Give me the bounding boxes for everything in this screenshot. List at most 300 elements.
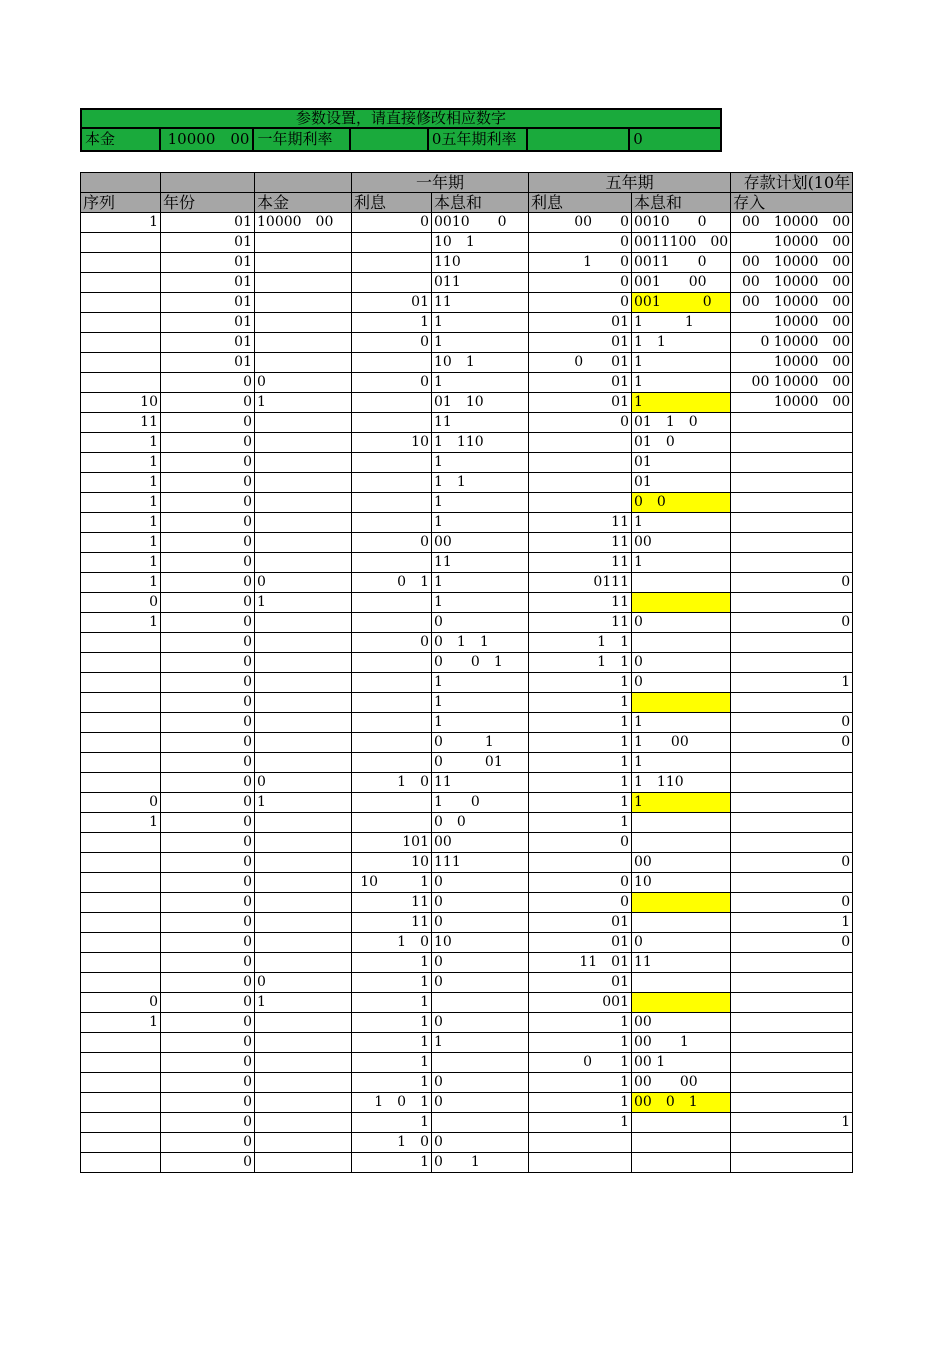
deposit-cell[interactable] xyxy=(731,813,853,833)
deposit-cell[interactable] xyxy=(731,593,853,613)
seq-cell[interactable] xyxy=(81,253,161,273)
total-5y-cell[interactable]: 1 xyxy=(632,513,731,533)
seq-cell[interactable] xyxy=(81,733,161,753)
principal-cell[interactable] xyxy=(255,853,352,873)
total-1y-cell[interactable] xyxy=(432,993,529,1013)
principal-cell[interactable] xyxy=(255,433,352,453)
interest-1y-cell[interactable] xyxy=(352,593,432,613)
principal-cell[interactable] xyxy=(255,893,352,913)
total-1y-cell[interactable]: 1 xyxy=(432,693,529,713)
principal-cell[interactable] xyxy=(255,673,352,693)
interest-5y-cell[interactable]: 1 1 xyxy=(529,653,632,673)
interest-1y-cell[interactable]: 1 xyxy=(352,1153,432,1173)
deposit-cell[interactable] xyxy=(731,953,853,973)
total-5y-cell[interactable] xyxy=(632,693,731,713)
deposit-cell[interactable] xyxy=(731,453,853,473)
interest-5y-cell[interactable]: 01 xyxy=(529,313,632,333)
seq-cell[interactable]: 1 xyxy=(81,813,161,833)
total-5y-cell[interactable] xyxy=(632,573,731,593)
interest-1y-cell[interactable] xyxy=(352,733,432,753)
principal-cell[interactable] xyxy=(255,753,352,773)
total-5y-cell[interactable]: 1 00 xyxy=(632,733,731,753)
total-1y-cell[interactable]: 0 xyxy=(432,1093,529,1113)
interest-1y-cell[interactable] xyxy=(352,453,432,473)
year-cell[interactable]: 0 xyxy=(161,1073,255,1093)
interest-1y-cell[interactable]: 0 1 xyxy=(352,573,432,593)
principal-cell[interactable] xyxy=(255,633,352,653)
interest-1y-cell[interactable]: 0 xyxy=(352,213,432,233)
deposit-cell[interactable] xyxy=(731,653,853,673)
interest-5y-cell[interactable] xyxy=(529,473,632,493)
year-cell[interactable]: 0 xyxy=(161,1013,255,1033)
interest-5y-cell[interactable]: 1 1 xyxy=(529,633,632,653)
year-cell[interactable]: 0 xyxy=(161,853,255,873)
seq-cell[interactable] xyxy=(81,693,161,713)
extra-param-cell[interactable]: 0 xyxy=(628,129,722,152)
seq-cell[interactable] xyxy=(81,713,161,733)
interest-1y-cell[interactable]: 10 xyxy=(352,853,432,873)
interest-1y-cell[interactable]: 1 xyxy=(352,1113,432,1133)
interest-5y-cell[interactable]: 01 xyxy=(529,913,632,933)
interest-5y-cell[interactable]: 01 xyxy=(529,333,632,353)
interest-1y-cell[interactable] xyxy=(352,253,432,273)
interest-5y-cell[interactable] xyxy=(529,1153,632,1173)
interest-5y-cell[interactable]: 11 xyxy=(529,533,632,553)
interest-5y-cell[interactable]: 1 xyxy=(529,1073,632,1093)
interest-1y-cell[interactable] xyxy=(352,413,432,433)
total-5y-cell[interactable]: 0 xyxy=(632,933,731,953)
year-cell[interactable]: 0 xyxy=(161,493,255,513)
principal-cell[interactable]: 10000 00 xyxy=(255,213,352,233)
total-1y-cell[interactable]: 0 01 xyxy=(432,753,529,773)
interest-5y-cell[interactable]: 1 xyxy=(529,693,632,713)
interest-5y-cell[interactable]: 0111 xyxy=(529,573,632,593)
total-1y-cell[interactable]: 00 xyxy=(432,833,529,853)
total-5y-cell[interactable]: 0011100 00 xyxy=(632,233,731,253)
deposit-cell[interactable] xyxy=(731,1073,853,1093)
total-5y-cell[interactable]: 01 xyxy=(632,453,731,473)
total-5y-cell[interactable]: 10 xyxy=(632,873,731,893)
seq-cell[interactable] xyxy=(81,1133,161,1153)
year-cell[interactable]: 0 xyxy=(161,773,255,793)
seq-cell[interactable] xyxy=(81,1033,161,1053)
interest-1y-cell[interactable]: 1 0 1 xyxy=(352,1093,432,1113)
principal-cell[interactable] xyxy=(255,1133,352,1153)
total-1y-cell[interactable]: 1 xyxy=(432,333,529,353)
principal-cell[interactable]: 0 xyxy=(255,973,352,993)
total-1y-cell[interactable]: 1 xyxy=(432,513,529,533)
year-cell[interactable]: 0 xyxy=(161,1033,255,1053)
seq-cell[interactable]: 1 xyxy=(81,1013,161,1033)
total-5y-cell[interactable] xyxy=(632,813,731,833)
principal-cell[interactable] xyxy=(255,313,352,333)
total-5y-cell[interactable] xyxy=(632,1133,731,1153)
principal-input[interactable]: 10000 00 xyxy=(159,129,255,152)
principal-cell[interactable] xyxy=(255,613,352,633)
seq-cell[interactable]: 10 xyxy=(81,393,161,413)
deposit-cell[interactable] xyxy=(731,1033,853,1053)
principal-cell[interactable]: 1 xyxy=(255,793,352,813)
interest-1y-cell[interactable] xyxy=(352,753,432,773)
year-cell[interactable]: 01 xyxy=(161,353,255,373)
seq-cell[interactable]: 1 xyxy=(81,213,161,233)
deposit-cell[interactable] xyxy=(731,433,853,453)
principal-cell[interactable] xyxy=(255,1153,352,1173)
total-5y-cell[interactable] xyxy=(632,1113,731,1133)
interest-5y-cell[interactable]: 1 xyxy=(529,1013,632,1033)
total-1y-cell[interactable]: 0 0 xyxy=(432,813,529,833)
deposit-cell[interactable] xyxy=(731,773,853,793)
interest-5y-cell[interactable]: 001 xyxy=(529,993,632,1013)
seq-cell[interactable] xyxy=(81,233,161,253)
seq-cell[interactable] xyxy=(81,1053,161,1073)
deposit-cell[interactable]: 10000 00 xyxy=(731,313,853,333)
total-5y-cell[interactable]: 1 xyxy=(632,373,731,393)
principal-cell[interactable] xyxy=(255,713,352,733)
interest-1y-cell[interactable]: 1 xyxy=(352,973,432,993)
year-cell[interactable]: 0 xyxy=(161,973,255,993)
total-5y-cell[interactable] xyxy=(632,973,731,993)
five-year-rate-input[interactable] xyxy=(526,129,631,152)
seq-cell[interactable]: 0 xyxy=(81,793,161,813)
interest-1y-cell[interactable] xyxy=(352,233,432,253)
interest-5y-cell[interactable]: 1 xyxy=(529,753,632,773)
total-1y-cell[interactable]: 1 xyxy=(432,373,529,393)
seq-cell[interactable] xyxy=(81,973,161,993)
deposit-cell[interactable]: 0 10000 00 xyxy=(731,333,853,353)
total-5y-cell[interactable]: 00 00 xyxy=(632,1073,731,1093)
interest-1y-cell[interactable]: 01 xyxy=(352,293,432,313)
deposit-cell[interactable] xyxy=(731,1153,853,1173)
seq-cell[interactable] xyxy=(81,753,161,773)
principal-cell[interactable] xyxy=(255,953,352,973)
total-1y-cell[interactable]: 10 xyxy=(432,933,529,953)
year-cell[interactable]: 0 xyxy=(161,513,255,533)
interest-5y-cell[interactable]: 0 01 xyxy=(529,353,632,373)
interest-1y-cell[interactable]: 1 xyxy=(352,993,432,1013)
seq-cell[interactable] xyxy=(81,293,161,313)
total-1y-cell[interactable]: 0010 0 xyxy=(432,213,529,233)
deposit-cell[interactable] xyxy=(731,973,853,993)
principal-cell[interactable] xyxy=(255,1013,352,1033)
total-1y-cell[interactable]: 1 xyxy=(432,493,529,513)
total-5y-cell[interactable]: 0 0 xyxy=(632,493,731,513)
year-cell[interactable]: 0 xyxy=(161,593,255,613)
interest-5y-cell[interactable]: 11 xyxy=(529,613,632,633)
principal-cell[interactable] xyxy=(255,233,352,253)
total-1y-cell[interactable]: 0 1 xyxy=(432,1153,529,1173)
total-5y-cell[interactable]: 1 xyxy=(632,713,731,733)
deposit-cell[interactable] xyxy=(731,493,853,513)
principal-cell[interactable] xyxy=(255,513,352,533)
deposit-cell[interactable]: 10000 00 xyxy=(731,393,853,413)
principal-cell[interactable]: 1 xyxy=(255,393,352,413)
seq-cell[interactable]: 0 xyxy=(81,593,161,613)
interest-1y-cell[interactable] xyxy=(352,273,432,293)
principal-cell[interactable] xyxy=(255,333,352,353)
principal-cell[interactable] xyxy=(255,1113,352,1133)
year-cell[interactable]: 0 xyxy=(161,393,255,413)
seq-cell[interactable] xyxy=(81,1073,161,1093)
year-cell[interactable]: 0 xyxy=(161,553,255,573)
year-cell[interactable]: 0 xyxy=(161,913,255,933)
principal-cell[interactable]: 0 xyxy=(255,573,352,593)
deposit-cell[interactable] xyxy=(731,413,853,433)
interest-1y-cell[interactable]: 1 xyxy=(352,1073,432,1093)
principal-cell[interactable] xyxy=(255,253,352,273)
total-1y-cell[interactable]: 1 xyxy=(432,673,529,693)
interest-5y-cell[interactable]: 0 xyxy=(529,893,632,913)
seq-cell[interactable] xyxy=(81,953,161,973)
year-cell[interactable]: 01 xyxy=(161,313,255,333)
deposit-cell[interactable]: 1 xyxy=(731,913,853,933)
year-cell[interactable]: 0 xyxy=(161,1093,255,1113)
interest-5y-cell[interactable] xyxy=(529,1133,632,1153)
principal-cell[interactable] xyxy=(255,1053,352,1073)
year-cell[interactable]: 0 xyxy=(161,633,255,653)
principal-cell[interactable] xyxy=(255,273,352,293)
interest-1y-cell[interactable] xyxy=(352,613,432,633)
deposit-cell[interactable]: 00 10000 00 xyxy=(731,293,853,313)
principal-cell[interactable] xyxy=(255,733,352,753)
seq-cell[interactable] xyxy=(81,853,161,873)
deposit-cell[interactable] xyxy=(731,513,853,533)
interest-5y-cell[interactable]: 00 0 xyxy=(529,213,632,233)
principal-cell[interactable] xyxy=(255,913,352,933)
total-5y-cell[interactable]: 01 0 xyxy=(632,433,731,453)
total-1y-cell[interactable]: 1 1 xyxy=(432,473,529,493)
principal-cell[interactable] xyxy=(255,813,352,833)
total-1y-cell[interactable]: 0 xyxy=(432,1013,529,1033)
principal-cell[interactable]: 1 xyxy=(255,993,352,1013)
deposit-cell[interactable]: 0 xyxy=(731,893,853,913)
year-cell[interactable]: 0 xyxy=(161,473,255,493)
year-cell[interactable]: 0 xyxy=(161,1113,255,1133)
deposit-cell[interactable] xyxy=(731,693,853,713)
year-cell[interactable]: 0 xyxy=(161,753,255,773)
principal-cell[interactable] xyxy=(255,1073,352,1093)
interest-5y-cell[interactable] xyxy=(529,853,632,873)
deposit-cell[interactable]: 0 xyxy=(731,573,853,593)
seq-cell[interactable]: 1 xyxy=(81,473,161,493)
interest-5y-cell[interactable]: 0 xyxy=(529,293,632,313)
interest-1y-cell[interactable]: 10 1 xyxy=(352,873,432,893)
deposit-cell[interactable]: 1 xyxy=(731,1113,853,1133)
total-5y-cell[interactable]: 0 xyxy=(632,613,731,633)
interest-5y-cell[interactable]: 0 xyxy=(529,833,632,853)
deposit-cell[interactable]: 10000 00 xyxy=(731,233,853,253)
interest-5y-cell[interactable]: 01 xyxy=(529,933,632,953)
interest-5y-cell[interactable]: 1 xyxy=(529,673,632,693)
interest-1y-cell[interactable] xyxy=(352,513,432,533)
deposit-cell[interactable]: 0 xyxy=(731,853,853,873)
interest-1y-cell[interactable]: 0 xyxy=(352,633,432,653)
deposit-cell[interactable]: 0 xyxy=(731,713,853,733)
deposit-cell[interactable] xyxy=(731,1093,853,1113)
total-5y-cell[interactable]: 1 110 xyxy=(632,773,731,793)
deposit-cell[interactable] xyxy=(731,1013,853,1033)
year-cell[interactable]: 01 xyxy=(161,253,255,273)
year-cell[interactable]: 0 xyxy=(161,1153,255,1173)
total-1y-cell[interactable]: 11 xyxy=(432,773,529,793)
interest-1y-cell[interactable] xyxy=(352,793,432,813)
seq-cell[interactable] xyxy=(81,1113,161,1133)
total-1y-cell[interactable]: 1 xyxy=(432,713,529,733)
deposit-cell[interactable] xyxy=(731,833,853,853)
year-cell[interactable]: 0 xyxy=(161,873,255,893)
total-1y-cell[interactable]: 0 xyxy=(432,953,529,973)
total-1y-cell[interactable]: 111 xyxy=(432,853,529,873)
interest-5y-cell[interactable]: 0 1 xyxy=(529,1053,632,1073)
seq-cell[interactable]: 1 xyxy=(81,493,161,513)
principal-cell[interactable] xyxy=(255,873,352,893)
deposit-cell[interactable]: 1 xyxy=(731,673,853,693)
seq-cell[interactable] xyxy=(81,833,161,853)
total-5y-cell[interactable]: 001 00 xyxy=(632,273,731,293)
total-1y-cell[interactable] xyxy=(432,1113,529,1133)
interest-5y-cell[interactable]: 0 xyxy=(529,413,632,433)
seq-cell[interactable]: 0 xyxy=(81,993,161,1013)
deposit-cell[interactable]: 0 xyxy=(731,933,853,953)
seq-cell[interactable] xyxy=(81,353,161,373)
total-1y-cell[interactable]: 0 xyxy=(432,893,529,913)
interest-1y-cell[interactable] xyxy=(352,493,432,513)
interest-1y-cell[interactable]: 0 xyxy=(352,333,432,353)
total-1y-cell[interactable]: 0 xyxy=(432,1133,529,1153)
interest-1y-cell[interactable] xyxy=(352,473,432,493)
interest-5y-cell[interactable]: 1 xyxy=(529,1033,632,1053)
total-5y-cell[interactable]: 0 xyxy=(632,673,731,693)
total-1y-cell[interactable]: 0 1 1 xyxy=(432,633,529,653)
interest-5y-cell[interactable]: 1 xyxy=(529,773,632,793)
deposit-cell[interactable] xyxy=(731,1133,853,1153)
year-cell[interactable]: 0 xyxy=(161,1133,255,1153)
total-1y-cell[interactable]: 0 xyxy=(432,873,529,893)
total-5y-cell[interactable] xyxy=(632,893,731,913)
interest-5y-cell[interactable]: 1 xyxy=(529,1093,632,1113)
deposit-cell[interactable]: 00 10000 00 xyxy=(731,213,853,233)
total-5y-cell[interactable]: 1 xyxy=(632,353,731,373)
deposit-cell[interactable]: 00 10000 00 xyxy=(731,373,853,393)
year-cell[interactable]: 0 xyxy=(161,793,255,813)
total-1y-cell[interactable]: 01 10 xyxy=(432,393,529,413)
total-5y-cell[interactable] xyxy=(632,633,731,653)
principal-cell[interactable] xyxy=(255,1093,352,1113)
interest-1y-cell[interactable]: 1 xyxy=(352,1053,432,1073)
seq-cell[interactable]: 1 xyxy=(81,533,161,553)
total-5y-cell[interactable]: 00 1 xyxy=(632,1053,731,1073)
interest-5y-cell[interactable] xyxy=(529,493,632,513)
interest-5y-cell[interactable]: 0 xyxy=(529,273,632,293)
total-5y-cell[interactable]: 00 1 xyxy=(632,1033,731,1053)
year-cell[interactable]: 01 xyxy=(161,273,255,293)
total-5y-cell[interactable]: 0 xyxy=(632,653,731,673)
interest-5y-cell[interactable]: 1 xyxy=(529,813,632,833)
deposit-cell[interactable] xyxy=(731,873,853,893)
total-1y-cell[interactable]: 0 xyxy=(432,913,529,933)
principal-cell[interactable] xyxy=(255,493,352,513)
total-1y-cell[interactable]: 00 xyxy=(432,533,529,553)
total-5y-cell[interactable]: 00 xyxy=(632,1013,731,1033)
interest-1y-cell[interactable] xyxy=(352,393,432,413)
interest-5y-cell[interactable]: 1 xyxy=(529,733,632,753)
interest-1y-cell[interactable] xyxy=(352,693,432,713)
deposit-cell[interactable] xyxy=(731,1053,853,1073)
total-1y-cell[interactable]: 1 xyxy=(432,453,529,473)
total-5y-cell[interactable]: 00 xyxy=(632,853,731,873)
year-cell[interactable]: 0 xyxy=(161,933,255,953)
total-5y-cell[interactable]: 01 xyxy=(632,473,731,493)
year-cell[interactable]: 0 xyxy=(161,373,255,393)
total-5y-cell[interactable] xyxy=(632,913,731,933)
year-cell[interactable]: 0 xyxy=(161,993,255,1013)
total-5y-cell[interactable]: 11 xyxy=(632,953,731,973)
interest-1y-cell[interactable] xyxy=(352,813,432,833)
deposit-cell[interactable] xyxy=(731,793,853,813)
total-1y-cell[interactable]: 011 xyxy=(432,273,529,293)
interest-1y-cell[interactable] xyxy=(352,553,432,573)
interest-1y-cell[interactable]: 10 xyxy=(352,433,432,453)
year-cell[interactable]: 0 xyxy=(161,953,255,973)
seq-cell[interactable]: 11 xyxy=(81,413,161,433)
year-cell[interactable]: 0 xyxy=(161,413,255,433)
interest-5y-cell[interactable]: 11 01 xyxy=(529,953,632,973)
seq-cell[interactable] xyxy=(81,373,161,393)
principal-cell[interactable] xyxy=(255,1033,352,1053)
interest-1y-cell[interactable]: 1 0 xyxy=(352,933,432,953)
principal-cell[interactable] xyxy=(255,413,352,433)
total-1y-cell[interactable]: 11 xyxy=(432,553,529,573)
total-1y-cell[interactable]: 1 xyxy=(432,313,529,333)
total-1y-cell[interactable]: 1 110 xyxy=(432,433,529,453)
seq-cell[interactable]: 1 xyxy=(81,613,161,633)
total-1y-cell[interactable]: 1 xyxy=(432,593,529,613)
deposit-cell[interactable] xyxy=(731,553,853,573)
year-cell[interactable]: 0 xyxy=(161,813,255,833)
interest-1y-cell[interactable]: 11 xyxy=(352,913,432,933)
interest-5y-cell[interactable]: 1 0 xyxy=(529,253,632,273)
total-1y-cell[interactable] xyxy=(432,1053,529,1073)
year-cell[interactable]: 0 xyxy=(161,653,255,673)
interest-1y-cell[interactable]: 0 xyxy=(352,373,432,393)
interest-1y-cell[interactable]: 11 xyxy=(352,893,432,913)
seq-cell[interactable] xyxy=(81,913,161,933)
interest-5y-cell[interactable] xyxy=(529,433,632,453)
total-1y-cell[interactable]: 0 1 xyxy=(432,733,529,753)
year-cell[interactable]: 0 xyxy=(161,573,255,593)
year-cell[interactable]: 0 xyxy=(161,613,255,633)
principal-cell[interactable] xyxy=(255,693,352,713)
interest-5y-cell[interactable]: 01 xyxy=(529,973,632,993)
interest-1y-cell[interactable] xyxy=(352,673,432,693)
interest-5y-cell[interactable]: 11 xyxy=(529,513,632,533)
principal-cell[interactable] xyxy=(255,473,352,493)
seq-cell[interactable] xyxy=(81,333,161,353)
seq-cell[interactable] xyxy=(81,313,161,333)
total-5y-cell[interactable]: 1 xyxy=(632,553,731,573)
one-year-rate-input[interactable] xyxy=(349,129,429,152)
total-5y-cell[interactable] xyxy=(632,993,731,1013)
principal-cell[interactable] xyxy=(255,833,352,853)
total-1y-cell[interactable]: 1 xyxy=(432,1033,529,1053)
total-1y-cell[interactable]: 0 xyxy=(432,1073,529,1093)
interest-1y-cell[interactable] xyxy=(352,653,432,673)
total-1y-cell[interactable]: 0 xyxy=(432,973,529,993)
deposit-cell[interactable]: 00 10000 00 xyxy=(731,273,853,293)
total-5y-cell[interactable]: 1 xyxy=(632,793,731,813)
year-cell[interactable]: 0 xyxy=(161,1053,255,1073)
principal-cell[interactable]: 1 xyxy=(255,593,352,613)
